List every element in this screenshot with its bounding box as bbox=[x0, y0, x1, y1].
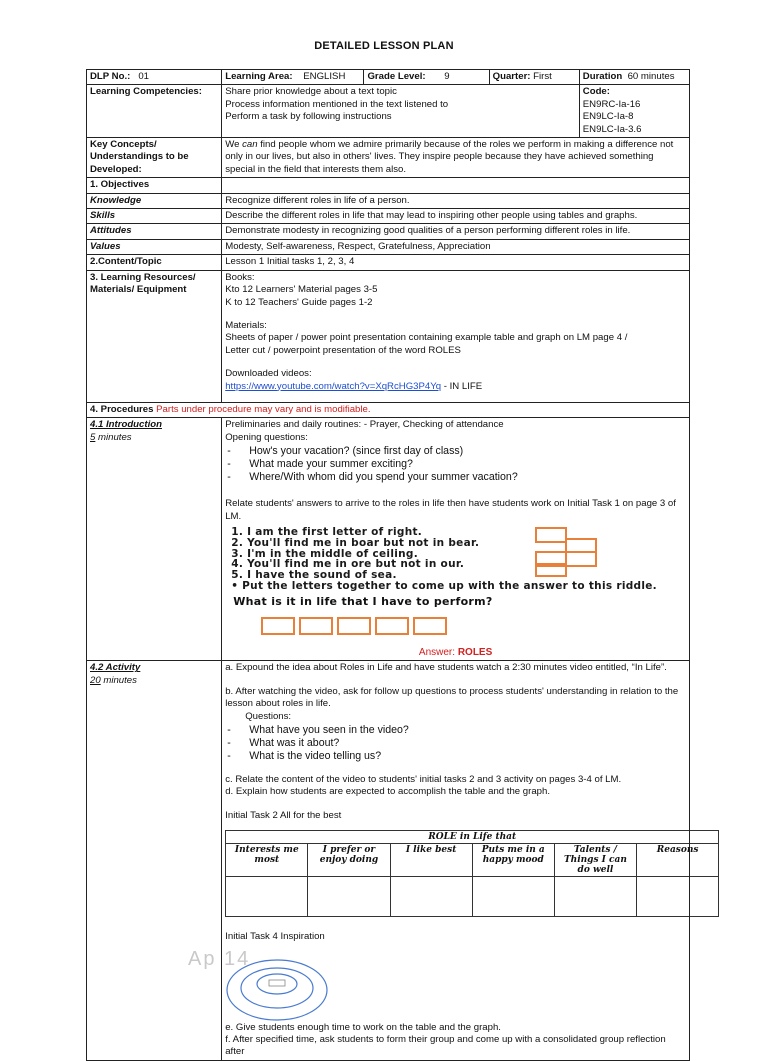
competency-item: Perform a task by following instructions bbox=[225, 111, 392, 123]
learning-area-label: Learning Area: bbox=[225, 71, 293, 82]
list-item: - How's your vacation? (since first day of class) bbox=[225, 445, 686, 458]
introduction-content bbox=[222, 418, 690, 661]
video-link[interactable]: https://www.youtube.com/watch?v=XqRcHG3P4Yq bbox=[225, 380, 442, 392]
riddle-line: 2. You'll find me in boar but not in bear. bbox=[231, 536, 480, 549]
code-item: EN9LC-Ia-3.6 bbox=[582, 123, 642, 135]
duration-label: Duration bbox=[582, 71, 623, 82]
answer-box bbox=[413, 617, 447, 635]
duration-value: 60 minutes bbox=[627, 71, 675, 82]
task2-title: ROLE in Life that bbox=[226, 831, 719, 844]
answer-value: ROLES bbox=[457, 646, 493, 658]
video-suffix: - IN LIFE bbox=[441, 380, 483, 392]
activity-step-f: f. After specified time, ask students to form their group and come up with a consolidated group reflection after bbox=[225, 1034, 666, 1058]
material-item: Sheets of paper / power point presentation containing example table and graph on LM page 4 / bbox=[225, 332, 628, 344]
procedures-row bbox=[87, 402, 690, 417]
task2-header: Talents / Things I can do well bbox=[554, 844, 636, 877]
attitudes-row bbox=[87, 224, 690, 239]
activity-step-a: a. Expound the idea about Roles in Life and have students watch a 2:30 minutes video entitled, “In Life”. bbox=[225, 662, 667, 674]
grade-level-cell bbox=[364, 70, 489, 85]
material-item: Letter cut / powerpoint presentation of the word ROLES bbox=[225, 344, 461, 356]
grade-level-value: 9 bbox=[444, 71, 450, 82]
content-row bbox=[87, 255, 690, 270]
answer-box bbox=[565, 551, 597, 567]
activity-step-d: d. Explain how students are expected to accomplish the table and the graph. bbox=[225, 786, 551, 798]
list-item: - What made your summer exciting? bbox=[225, 458, 686, 471]
header-row bbox=[87, 70, 690, 85]
dlp-label: DLP No.: bbox=[90, 71, 131, 82]
activity-time-unit: minutes bbox=[100, 674, 137, 686]
answer-line bbox=[225, 647, 686, 659]
resources-content bbox=[222, 270, 690, 402]
activity-questions-label: Questions: bbox=[245, 710, 292, 722]
preliminaries-text: Preliminaries and daily routines: - Prayer, Checking of attendance bbox=[225, 419, 504, 431]
introduction-row bbox=[87, 418, 690, 661]
objectives-label: 1. Objectives bbox=[87, 178, 222, 193]
introduction-time: 5 bbox=[90, 431, 96, 443]
code-label: Code: bbox=[582, 86, 610, 98]
list-item: - What was it about? bbox=[225, 737, 686, 750]
task2-cell bbox=[472, 877, 554, 917]
list-item: - Where/With whom did you spend your summer vacation? bbox=[225, 471, 686, 484]
key-concepts-pre: We bbox=[225, 139, 243, 151]
competencies-label: Learning Competencies: bbox=[87, 85, 222, 138]
answer-box bbox=[375, 617, 409, 635]
task2-cell bbox=[226, 877, 308, 917]
riddle-question: What is it in life that I have to perform? bbox=[233, 594, 493, 608]
values-text: Modesty, Self-awareness, Respect, Gratefulness, Appreciation bbox=[222, 239, 690, 254]
opening-questions-list bbox=[225, 445, 686, 484]
answer-box bbox=[261, 617, 295, 635]
key-concepts-label: Key Concepts/ Understandings to be Developed: bbox=[87, 138, 222, 178]
riddle-line: • Put the letters together to come up with the answer to this riddle. bbox=[231, 579, 657, 592]
key-concepts-emphasis: can bbox=[242, 139, 258, 151]
introduction-label: 4.1 Introduction bbox=[90, 419, 162, 431]
dlp-cell bbox=[87, 70, 222, 85]
watermark-text: Ap 14 bbox=[188, 948, 251, 970]
objectives-spacer bbox=[222, 178, 690, 193]
relate-text: Relate students' answers to arrive to the roles in life then have students work on Initial Task 1 on page 3 of LM. bbox=[225, 498, 676, 522]
resources-label: 3. Learning Resources/ Materials/ Equipment bbox=[87, 270, 222, 402]
learning-area-value: ENGLISH bbox=[303, 71, 346, 82]
document-title: DETAILED LESSON PLAN bbox=[314, 40, 454, 52]
answer-box bbox=[535, 527, 567, 543]
introduction-label-cell bbox=[87, 418, 222, 661]
book-item: K to 12 Teachers' Guide pages 1-2 bbox=[225, 296, 373, 308]
opening-questions-label: Opening questions: bbox=[225, 431, 308, 443]
skills-row bbox=[87, 209, 690, 224]
quarter-value: First bbox=[533, 71, 552, 82]
competency-item: Process information mentioned in the text listened to bbox=[225, 98, 449, 110]
videos-label: Downloaded videos: bbox=[225, 368, 312, 380]
activity-content bbox=[222, 661, 699, 1060]
riddle-figure bbox=[225, 527, 686, 647]
introduction-time-unit: minutes bbox=[95, 431, 132, 443]
objectives-header-row bbox=[87, 178, 690, 193]
activity-step-c: c. Relate the content of the video to students' initial tasks 2 and 3 activity on pages 3-4 of LM. bbox=[225, 774, 622, 785]
activity-step-e: e. Give students enough time to work on the table and the graph. bbox=[225, 1021, 501, 1033]
task2-header: I prefer or enjoy doing bbox=[308, 844, 390, 877]
quarter-cell bbox=[489, 70, 579, 85]
task2-header: Reasons bbox=[637, 844, 719, 877]
activity-time: 20 bbox=[90, 674, 101, 686]
attitudes-text: Demonstrate modesty in recognizing good qualities of a person performing different roles in life. bbox=[222, 224, 690, 239]
riddle-line: 1. I am the first letter of right. bbox=[231, 525, 423, 538]
activity-label: 4.2 Activity bbox=[90, 662, 141, 674]
activity-step-b: b. After watching the video, ask for follow up questions to process students' understanding in relation to the lesson about roles in life. bbox=[225, 685, 679, 710]
answer-label: Answer: bbox=[418, 646, 458, 658]
attitudes-label: Attitudes bbox=[87, 224, 222, 239]
book-item: Kto 12 Learners' Material pages 3-5 bbox=[225, 284, 378, 296]
activity-label-cell bbox=[87, 661, 222, 1060]
knowledge-label: Knowledge bbox=[87, 193, 222, 208]
answer-box bbox=[337, 617, 371, 635]
code-item: EN9LC-Ia-8 bbox=[582, 111, 634, 123]
competencies-list bbox=[222, 85, 580, 138]
skills-label: Skills bbox=[87, 209, 222, 224]
codes-cell bbox=[579, 85, 689, 138]
books-label: Books: bbox=[225, 271, 255, 283]
content-label: 2.Content/Topic bbox=[87, 255, 222, 270]
task2-header: Puts me in a happy mood bbox=[472, 844, 554, 877]
task2-cell bbox=[308, 877, 390, 917]
activity-questions-list bbox=[225, 724, 686, 763]
activity-row bbox=[87, 661, 690, 1060]
procedures-note: Parts under procedure may vary and is modifiable. bbox=[156, 403, 371, 415]
procedures-label: 4. Procedures bbox=[90, 403, 154, 415]
competencies-row bbox=[87, 85, 690, 138]
values-row bbox=[87, 239, 690, 254]
answer-box bbox=[535, 563, 567, 577]
riddle-line: 3. I'm in the middle of ceiling. bbox=[231, 547, 418, 560]
answer-box bbox=[299, 617, 333, 635]
quarter-label: Quarter: bbox=[492, 71, 531, 82]
key-concepts-row bbox=[87, 138, 690, 178]
riddle-line: 5. I have the sound of sea. bbox=[231, 569, 397, 582]
task2-table bbox=[225, 830, 719, 917]
knowledge-row bbox=[87, 193, 690, 208]
materials-label: Materials: bbox=[225, 319, 267, 331]
content-text: Lesson 1 Initial tasks 1, 2, 3, 4 bbox=[222, 255, 690, 270]
task4-label: Initial Task 4 Inspiration bbox=[225, 931, 325, 943]
grade-level-label: Grade Level: bbox=[367, 71, 426, 82]
learning-area-cell bbox=[222, 70, 364, 85]
dlp-value: 01 bbox=[138, 71, 150, 82]
knowledge-text: Recognize different roles in life of a person. bbox=[222, 193, 690, 208]
skills-text: Describe the different roles in life that may lead to inspiring other people using tables and graphs. bbox=[222, 209, 690, 224]
competency-item: Share prior knowledge about a text topic bbox=[225, 86, 397, 98]
key-concepts-post: find people whom we admire primarily because of the roles we perform in making a difference not only in our lives, but also in others' lives. They inspire people because they have achieved something special in the field that interests them also. bbox=[225, 139, 674, 175]
lesson-plan-table bbox=[86, 69, 699, 1061]
task2-cell bbox=[554, 877, 636, 917]
procedures-cell bbox=[87, 402, 690, 417]
task2-cell bbox=[637, 877, 719, 917]
task2-header: I like best bbox=[390, 844, 472, 877]
key-concepts-text bbox=[222, 138, 690, 178]
task2-cell bbox=[390, 877, 472, 917]
list-item: - What is the video telling us? bbox=[225, 750, 686, 763]
task2-label: Initial Task 2 All for the best bbox=[225, 809, 342, 821]
task2-header: Interests me most bbox=[226, 844, 308, 877]
duration-cell bbox=[579, 70, 689, 85]
values-label: Values bbox=[87, 239, 222, 254]
resources-row bbox=[87, 270, 690, 402]
riddle-line: 4. You'll find me in ore but not in our. bbox=[231, 558, 465, 571]
list-item: - What have you seen in the video? bbox=[225, 724, 686, 737]
code-item: EN9RC-Ia-16 bbox=[582, 98, 641, 110]
